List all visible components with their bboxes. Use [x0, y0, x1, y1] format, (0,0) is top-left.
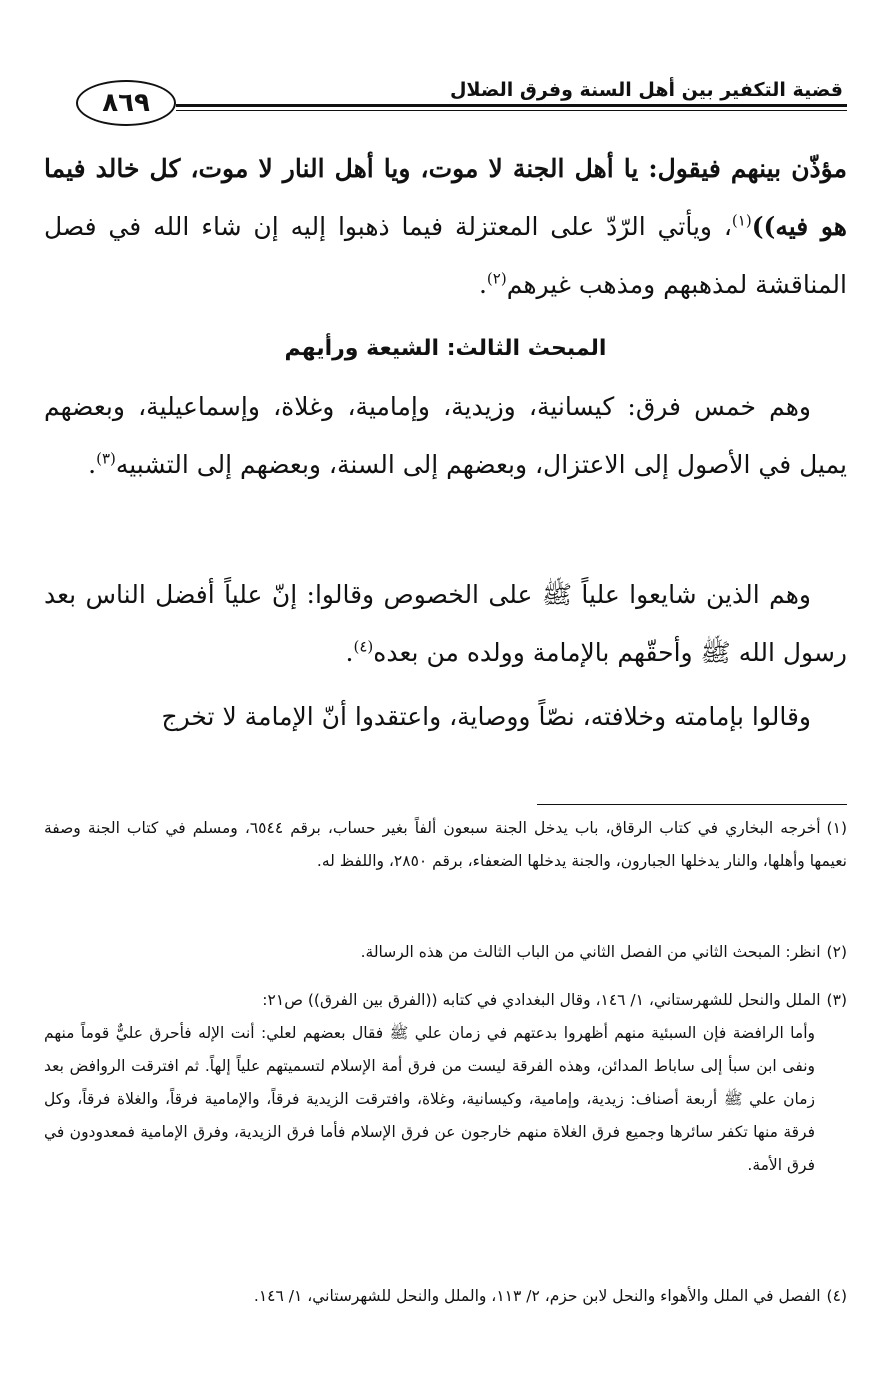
paragraph-1 — [44, 140, 847, 314]
footnote-text: أخرجه البخاري في كتاب الرقاق، باب يدخل الجنة سبعون ألفاً بغير حساب، برقم ٦٥٤٤، ومسلم في كتاب الجنة وصفة نعيمها وأهلها، والنار يدخلها الجبارون، والجنة يدخلها الضعفاء، برقم ٢٨٥٠، واللفظ له. — [44, 819, 847, 870]
paragraph-1-text: ، ويأتي الرّدّ على المعتزلة فيما ذهبوا إليه إن شاء الله في فصل المناقشة لمذهبهم ومذهب غيرهم — [44, 212, 847, 299]
footnote-number: (٣) — [826, 991, 847, 1009]
page-number: ٨٦٩ — [102, 88, 150, 118]
header-rule-thick — [176, 104, 847, 107]
footnote-ref-2[interactable]: (٢) — [486, 269, 507, 288]
footnote-number: (٤) — [826, 1287, 847, 1305]
section-heading: المبحث الثالث: الشيعة ورأيهم — [284, 336, 607, 361]
footnote-ref-4[interactable]: (٤) — [353, 637, 374, 656]
page-number-badge — [76, 80, 176, 126]
footnote-2 — [44, 936, 847, 969]
footnote-1 — [44, 812, 847, 878]
footnote-text: الفصل في الملل والأهواء والنحل لابن حزم، ٢/ ١١٣، والملل والنحل للشهرستاني، ١/ ١٤٦. — [253, 1287, 821, 1305]
paragraph-2-end: . — [88, 450, 97, 479]
paragraph-3 — [44, 566, 847, 682]
footnote-number: (٢) — [826, 943, 847, 961]
footnote-text: الملل والنحل للشهرستاني، ١/ ١٤٦، وقال البغدادي في كتابه ((الفرق بين الفرق)) ص٢١: — [262, 991, 821, 1009]
paragraph-3-end: . — [345, 638, 354, 667]
footnote-3 — [44, 984, 847, 1182]
footnote-separator — [537, 804, 847, 805]
paragraph-1-end: . — [478, 270, 487, 299]
footnote-quote: وأما الرافضة فإن السبئية منهم أظهروا بدعتهم في زمان علي ﷺ فقال بعضهم لعلي: أنت الإله فأحرق عليٌّ قوماً منهم ونفى ابن سبأ إلى ساباط المدائن، وهذه الفرقة ليست من فرق أمة الإسلام لتسميتهم علياً إلهاً. ثم افترقت الروافض بعد زمان علي ﷺ أربعة أصناف: زيدية، وإمامية، وكيسانية، وغلاة، وافترقت الزيدية فرقاً، والإمامية فرقاً، والغلاة فرقاً، وكل فرقة منها تكفر سائرها وجميع فرق الغلاة منهم خارجون عن فرق الإسلام فأما فرق الزيدية، وفرق الإمامية فمعدودون في فرق الأمة. — [44, 1024, 815, 1174]
paragraph-2-text: وهم خمس فرق: كيسانية، وزيدية، وإمامية، وغلاة، وإسماعيلية، وبعضهم يميل في الأصول إلى الاعتزال، وبعضهم إلى السنة، وبعضهم إلى التشبيه — [44, 392, 847, 479]
running-title: قضية التكفير بين أهل السنة وفرق الضلال — [449, 79, 843, 101]
footnote-ref-3[interactable]: (٣) — [96, 449, 116, 468]
footnote-ref-1[interactable]: (١) — [731, 211, 752, 230]
header-rule-thin — [176, 110, 847, 111]
paragraph-4 — [44, 688, 847, 746]
paragraph-4-text: وقالوا بإمامته وخلافته، نصّاً ووصاية، واعتقدوا أنّ الإمامة لا تخرج — [161, 702, 811, 731]
hadith-quote: مؤذّن بينهم فيقول: يا أهل الجنة لا موت، ويا أهل النار لا موت، كل خالد فيما هو فيه)) — [44, 154, 847, 241]
footnote-4 — [44, 1280, 847, 1313]
paragraph-3-text: وهم الذين شايعوا علياً ﷺ على الخصوص وقالوا: إنّ علياً أفضل الناس بعد رسول الله ﷺ وأحقّهم بالإمامة وولده من بعده — [44, 580, 847, 667]
footnote-text: انظر: المبحث الثاني من الفصل الثاني من الباب الثالث من هذه الرسالة. — [360, 943, 821, 961]
footnote-number: (١) — [826, 819, 847, 837]
paragraph-2 — [44, 378, 847, 494]
